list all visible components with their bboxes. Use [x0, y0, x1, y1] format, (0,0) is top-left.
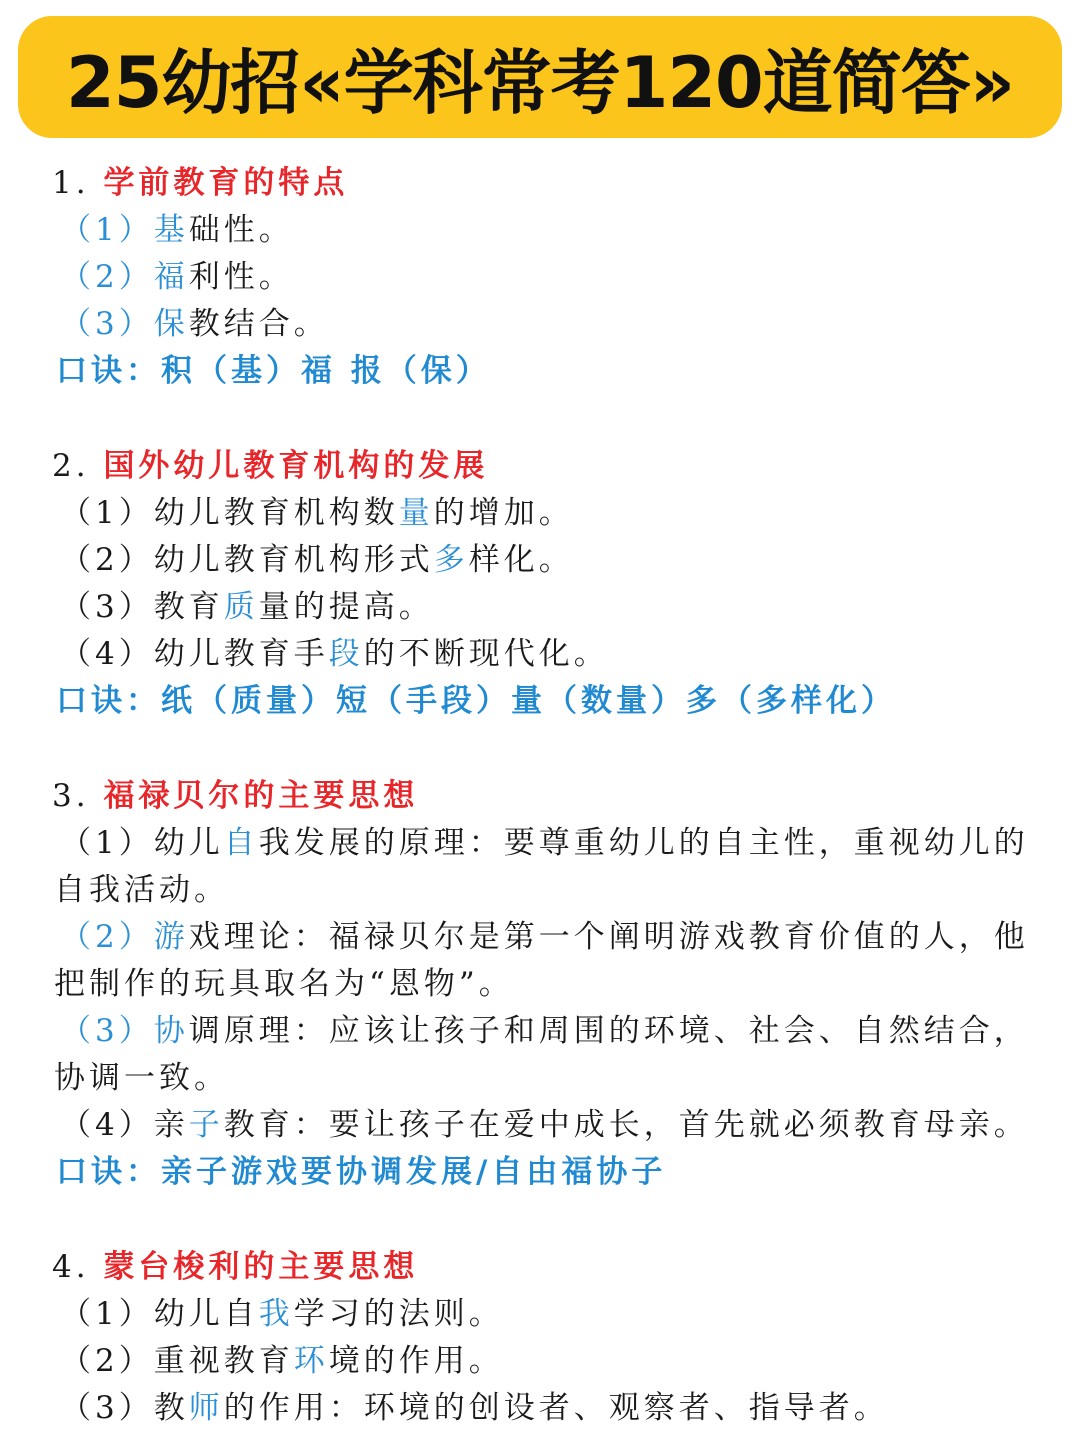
list-item	[60, 1388, 889, 1428]
item-text: 幼儿教育机构形式	[153, 542, 434, 578]
mnemonic: 口诀：积（基）福 报（保）	[56, 353, 491, 389]
item-text: 调原理：应该让孩子和周围的环境、社会、自然结合，	[188, 1013, 1029, 1049]
section-title: 福禄贝尔的主要思想	[103, 778, 419, 814]
item-keyword: 质	[223, 589, 259, 625]
section-title: 学前教育的特点	[103, 165, 349, 201]
item-keyword: 段	[328, 636, 364, 672]
section-heading	[52, 1247, 418, 1287]
item-keyword: 协	[153, 1013, 189, 1049]
item-text: 的增加。	[433, 495, 574, 531]
item-text: 础性。	[188, 212, 294, 248]
item-text: 幼儿教育机构数	[153, 495, 399, 531]
item-text: 幼儿自	[153, 1296, 259, 1332]
item-keyword: 环	[293, 1343, 329, 1379]
list-item	[60, 587, 434, 627]
item-index: （1）	[60, 212, 154, 248]
item-index: （4）	[60, 1107, 154, 1143]
item-keyword: 福	[153, 259, 189, 295]
list-item	[60, 540, 574, 580]
list-item	[60, 823, 1029, 863]
item-keyword: 量	[398, 495, 434, 531]
list-item	[60, 1105, 1029, 1145]
section-title: 蒙台梭利的主要思想	[103, 1249, 419, 1285]
item-text: 教	[153, 1390, 189, 1426]
item-text: 学习的法则。	[293, 1296, 504, 1332]
section-number: 1.	[52, 165, 90, 201]
item-index: （1）	[60, 495, 154, 531]
item-keyword: 子	[188, 1107, 224, 1143]
item-text: 我发展的原理：要尊重幼儿的自主性，重视幼儿的	[258, 825, 1029, 861]
section-heading	[52, 163, 348, 203]
item-index: （2）	[60, 259, 154, 295]
item-text: 量的提高。	[258, 589, 434, 625]
list-item	[60, 634, 609, 674]
list-item	[60, 257, 294, 297]
item-text: 的作用：环境的创设者、观察者、指导者。	[223, 1390, 889, 1426]
list-item-continuation: 把制作的玩具取名为“恩物”。	[54, 966, 514, 1002]
item-index: （3）	[60, 306, 154, 342]
item-text: 幼儿	[153, 825, 224, 861]
page-title: 25幼招«学科常考120道简答»	[66, 41, 1014, 124]
item-text: 重视教育	[153, 1343, 294, 1379]
item-index: （2）	[60, 542, 154, 578]
section-heading	[52, 776, 418, 816]
list-item-continuation: 自我活动。	[54, 872, 229, 908]
item-keyword: 多	[433, 542, 469, 578]
item-text: 幼儿教育手	[153, 636, 329, 672]
mnemonic: 口诀：纸（质量）短（手段）量（数量）多（多样化）	[56, 683, 896, 719]
item-index: （2）	[60, 1343, 154, 1379]
item-text: 样化。	[468, 542, 574, 578]
item-text: 境的作用。	[328, 1343, 504, 1379]
item-text: 教结合。	[188, 306, 329, 342]
section-number: 3.	[52, 778, 90, 814]
item-index: （3）	[60, 1390, 154, 1426]
item-text: 利性。	[188, 259, 294, 295]
item-keyword: 基	[153, 212, 189, 248]
item-index: （2）	[60, 919, 154, 955]
item-keyword: 保	[153, 306, 189, 342]
section-heading	[52, 446, 488, 486]
section-number: 2.	[52, 448, 90, 484]
list-item	[60, 1294, 504, 1334]
mnemonic: 口诀：亲子游戏要协调发展/自由福协子	[56, 1154, 667, 1190]
item-text: 教育	[153, 589, 224, 625]
item-text: 的不断现代化。	[363, 636, 609, 672]
list-item	[60, 493, 574, 533]
item-text: 教育：要让孩子在爱中成长，首先就必须教育母亲。	[223, 1107, 1029, 1143]
item-index: （1）	[60, 825, 154, 861]
section-title: 国外幼儿教育机构的发展	[103, 448, 489, 484]
list-item	[60, 1341, 504, 1381]
list-item-continuation: 协调一致。	[54, 1060, 229, 1096]
item-keyword: 自	[223, 825, 259, 861]
list-item	[60, 304, 329, 344]
item-index: （3）	[60, 589, 154, 625]
list-item	[60, 210, 294, 250]
item-keyword: 我	[258, 1296, 294, 1332]
item-keyword: 师	[188, 1390, 224, 1426]
item-text: 亲	[153, 1107, 189, 1143]
list-item	[60, 1011, 1029, 1051]
section-number: 4.	[52, 1249, 90, 1285]
item-keyword: 游	[153, 919, 189, 955]
item-index: （1）	[60, 1296, 154, 1332]
item-text: 戏理论：福禄贝尔是第一个阐明游戏教育价值的人，他	[188, 919, 1029, 955]
item-index: （3）	[60, 1013, 154, 1049]
list-item	[60, 917, 1029, 957]
item-index: （4）	[60, 636, 154, 672]
